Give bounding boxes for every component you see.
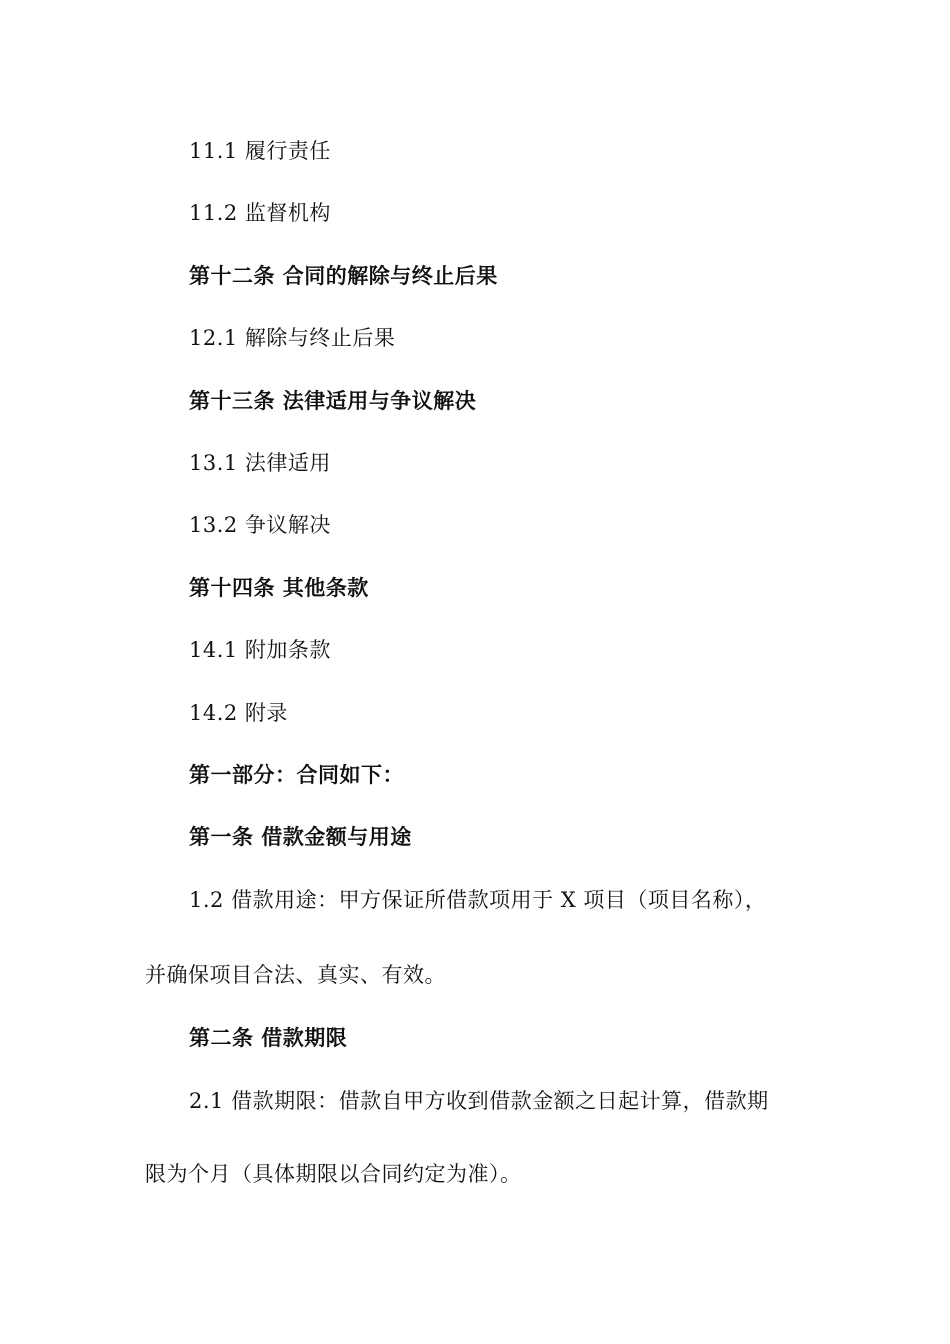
clause-12-1: 12.1 解除与终止后果 xyxy=(189,326,396,350)
clause-14-1: 14.1 附加条款 xyxy=(189,638,331,662)
article-13-heading: 第十三条 法律适用与争议解决 xyxy=(189,388,477,413)
clause-2-1: 2.1 借款期限：借款自甲方收到借款金额之日起计算，借款期 xyxy=(189,1089,769,1113)
article-1-heading: 第一条 借款金额与用途 xyxy=(189,824,412,849)
part-one-heading: 第一部分：合同如下： xyxy=(189,762,404,787)
clause-2-1-continued: 限为个月（具体期限以合同约定为准）。 xyxy=(145,1162,522,1186)
clause-11-1: 11.1 履行责任 xyxy=(189,139,331,163)
article-12-heading: 第十二条 合同的解除与终止后果 xyxy=(189,263,498,288)
clause-13-1: 13.1 法律适用 xyxy=(189,451,331,475)
clause-11-2: 11.2 监督机构 xyxy=(189,201,331,225)
clause-13-2: 13.2 争议解决 xyxy=(189,513,331,537)
clause-1-2-continued: 并确保项目合法、真实、有效。 xyxy=(145,963,446,987)
article-14-heading: 第十四条 其他条款 xyxy=(189,575,369,600)
article-2-heading: 第二条 借款期限 xyxy=(189,1025,348,1050)
clause-14-2: 14.2 附录 xyxy=(189,701,288,725)
clause-1-2: 1.2 借款用途：甲方保证所借款项用于 X 项目（项目名称）， xyxy=(189,888,767,912)
